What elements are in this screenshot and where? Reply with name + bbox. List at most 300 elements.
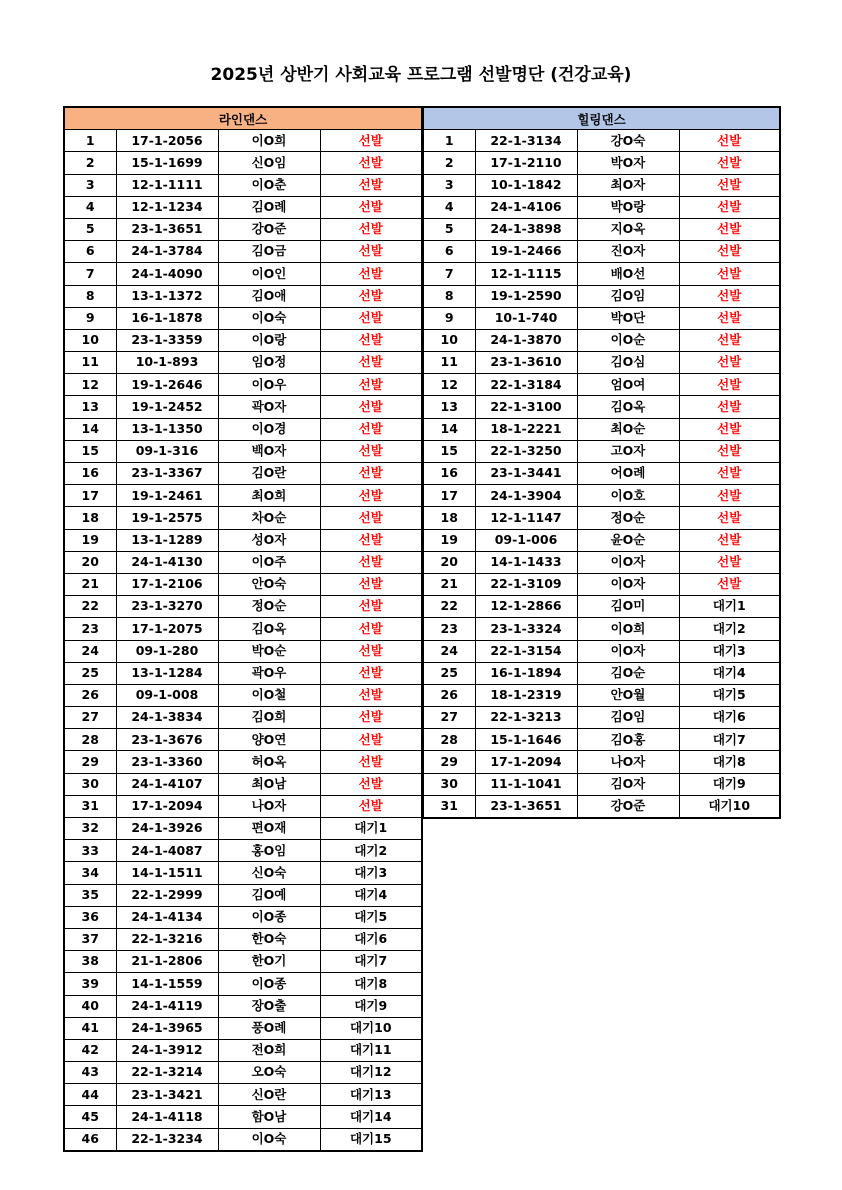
applicant-id: 22-1-3216	[116, 928, 218, 950]
selection-status: 선발	[679, 551, 780, 573]
selection-status: 선발	[679, 130, 780, 152]
selection-status: 대기5	[679, 684, 780, 706]
healing-dance-row	[423, 396, 780, 418]
applicant-id: 16-1-1878	[116, 307, 218, 329]
row-number: 19	[64, 529, 116, 551]
selection-status: 선발	[679, 374, 780, 396]
selection-status: 대기6	[320, 928, 422, 950]
page-title: 2025년 상반기 사회교육 프로그램 선발명단 (건강교육)	[210, 65, 632, 85]
applicant-name: 이O종	[218, 906, 320, 928]
selection-status: 선발	[320, 707, 422, 729]
healing-dance-row	[423, 218, 780, 240]
row-number: 2	[423, 152, 475, 174]
applicant-name: 이O자	[577, 551, 679, 573]
row-number: 11	[64, 352, 116, 374]
row-number: 21	[64, 573, 116, 595]
selection-status: 대기14	[320, 1106, 422, 1128]
applicant-name: 엄O여	[577, 374, 679, 396]
applicant-id: 17-1-2056	[116, 130, 218, 152]
row-number: 10	[423, 329, 475, 351]
applicant-name: 진O자	[577, 241, 679, 263]
row-number: 17	[423, 485, 475, 507]
applicant-name: 이O우	[218, 374, 320, 396]
selection-status: 대기2	[679, 618, 780, 640]
selection-status: 선발	[679, 573, 780, 595]
row-number: 2	[64, 152, 116, 174]
applicant-id: 18-1-2221	[475, 418, 577, 440]
applicant-id: 10-1-740	[475, 307, 577, 329]
applicant-id: 23-1-3360	[116, 751, 218, 773]
row-number: 3	[423, 174, 475, 196]
row-number: 30	[64, 773, 116, 795]
applicant-id: 17-1-2106	[116, 573, 218, 595]
row-number: 31	[423, 795, 475, 818]
applicant-id: 22-1-3213	[475, 707, 577, 729]
healing-dance-row	[423, 440, 780, 462]
selection-status: 대기2	[320, 840, 422, 862]
row-number: 42	[64, 1039, 116, 1061]
applicant-id: 13-1-1289	[116, 529, 218, 551]
applicant-name: 이O호	[577, 485, 679, 507]
row-number: 25	[423, 662, 475, 684]
applicant-name: 양O연	[218, 729, 320, 751]
line-dance-row	[64, 573, 422, 595]
applicant-name: 나O자	[577, 751, 679, 773]
applicant-id: 17-1-2110	[475, 152, 577, 174]
applicant-name: 이O경	[218, 418, 320, 440]
applicant-name: 안O월	[577, 684, 679, 706]
line-dance-row	[64, 218, 422, 240]
applicant-id: 14-1-1559	[116, 973, 218, 995]
applicant-name: 이O희	[577, 618, 679, 640]
selection-status: 선발	[679, 352, 780, 374]
selection-status: 선발	[320, 241, 422, 263]
applicant-id: 24-1-4119	[116, 995, 218, 1017]
row-number: 9	[64, 307, 116, 329]
row-number: 28	[64, 729, 116, 751]
applicant-name: 박O단	[577, 307, 679, 329]
line-dance-row	[64, 263, 422, 285]
applicant-name: 이O숙	[218, 307, 320, 329]
selection-status: 선발	[679, 285, 780, 307]
row-number: 26	[64, 684, 116, 706]
applicant-name: 어O례	[577, 463, 679, 485]
applicant-id: 22-1-3234	[116, 1128, 218, 1151]
line-dance-row	[64, 751, 422, 773]
applicant-name: 김O옥	[577, 396, 679, 418]
line-dance-row	[64, 729, 422, 751]
line-dance-row	[64, 307, 422, 329]
healing-dance-row	[423, 640, 780, 662]
selection-status: 선발	[320, 196, 422, 218]
applicant-id: 21-1-2806	[116, 951, 218, 973]
selection-status: 선발	[320, 418, 422, 440]
row-number: 14	[423, 418, 475, 440]
applicant-id: 13-1-1284	[116, 662, 218, 684]
applicant-name: 성O자	[218, 529, 320, 551]
applicant-id: 09-1-316	[116, 440, 218, 462]
applicant-id: 24-1-4130	[116, 551, 218, 573]
selection-status: 선발	[320, 285, 422, 307]
line-dance-row	[64, 174, 422, 196]
row-number: 29	[423, 751, 475, 773]
applicant-id: 24-1-3926	[116, 818, 218, 840]
row-number: 7	[64, 263, 116, 285]
applicant-id: 13-1-1350	[116, 418, 218, 440]
row-number: 9	[423, 307, 475, 329]
selection-status: 선발	[320, 773, 422, 795]
applicant-id: 12-1-1111	[116, 174, 218, 196]
selection-status: 선발	[320, 596, 422, 618]
healing-dance-row	[423, 418, 780, 440]
healing-dance-row	[423, 618, 780, 640]
healing-dance-row	[423, 263, 780, 285]
row-number: 38	[64, 951, 116, 973]
line-dance-row	[64, 374, 422, 396]
line-dance-row	[64, 285, 422, 307]
line-dance-row	[64, 1017, 422, 1039]
applicant-name: 김O자	[577, 773, 679, 795]
row-number: 13	[64, 396, 116, 418]
row-number: 15	[423, 440, 475, 462]
selection-status: 대기10	[320, 1017, 422, 1039]
applicant-name: 신O임	[218, 152, 320, 174]
line-dance-row	[64, 551, 422, 573]
applicant-name: 김O옥	[218, 618, 320, 640]
selection-status: 대기4	[320, 884, 422, 906]
healing-dance-row	[423, 285, 780, 307]
applicant-id: 23-1-3651	[116, 218, 218, 240]
selection-status: 대기1	[679, 596, 780, 618]
row-number: 8	[423, 285, 475, 307]
row-number: 28	[423, 729, 475, 751]
applicant-id: 17-1-2094	[475, 751, 577, 773]
row-number: 10	[64, 329, 116, 351]
selection-status: 선발	[320, 440, 422, 462]
applicant-id: 22-1-3184	[475, 374, 577, 396]
healing-dance-row	[423, 529, 780, 551]
healing-dance-row	[423, 551, 780, 573]
applicant-name: 한O숙	[218, 928, 320, 950]
selection-status: 선발	[679, 396, 780, 418]
applicant-name: 이O주	[218, 551, 320, 573]
applicant-id: 19-1-2466	[475, 241, 577, 263]
applicant-id: 19-1-2575	[116, 507, 218, 529]
line-dance-row	[64, 152, 422, 174]
selection-status: 대기9	[320, 995, 422, 1017]
applicant-name: 강O준	[218, 218, 320, 240]
selection-status: 선발	[679, 241, 780, 263]
row-number: 43	[64, 1062, 116, 1084]
applicant-name: 허O옥	[218, 751, 320, 773]
applicant-id: 12-1-2866	[475, 596, 577, 618]
applicant-name: 김O미	[577, 596, 679, 618]
applicant-name: 오O숙	[218, 1062, 320, 1084]
row-number: 21	[423, 573, 475, 595]
line-dance-row	[64, 995, 422, 1017]
line-dance-row	[64, 196, 422, 218]
line-dance-row	[64, 596, 422, 618]
healing-dance-row	[423, 795, 780, 818]
applicant-id: 12-1-1147	[475, 507, 577, 529]
applicant-name: 장O출	[218, 995, 320, 1017]
healing-dance-row	[423, 485, 780, 507]
healing-dance-row	[423, 684, 780, 706]
healing-dance-row	[423, 507, 780, 529]
selection-status: 대기9	[679, 773, 780, 795]
applicant-name: 차O순	[218, 507, 320, 529]
applicant-name: 안O숙	[218, 573, 320, 595]
applicant-name: 정O순	[218, 596, 320, 618]
healing-dance-row	[423, 751, 780, 773]
row-number: 18	[64, 507, 116, 529]
line-dance-row	[64, 973, 422, 995]
row-number: 6	[64, 241, 116, 263]
selection-status: 선발	[320, 529, 422, 551]
selection-status: 대기6	[679, 707, 780, 729]
row-number: 5	[64, 218, 116, 240]
applicant-name: 강O준	[577, 795, 679, 818]
row-number: 36	[64, 906, 116, 928]
applicant-id: 09-1-008	[116, 684, 218, 706]
selection-status: 대기7	[320, 951, 422, 973]
line-dance-row	[64, 529, 422, 551]
applicant-id: 11-1-1041	[475, 773, 577, 795]
applicant-name: 박O랑	[577, 196, 679, 218]
applicant-id: 24-1-3912	[116, 1039, 218, 1061]
row-number: 22	[423, 596, 475, 618]
applicant-id: 24-1-4134	[116, 906, 218, 928]
line-dance-row	[64, 840, 422, 862]
applicant-name: 김O애	[218, 285, 320, 307]
applicant-name: 최O남	[218, 773, 320, 795]
applicant-id: 15-1-1699	[116, 152, 218, 174]
selection-status: 선발	[679, 418, 780, 440]
line-dance-row	[64, 818, 422, 840]
selection-status: 대기12	[320, 1062, 422, 1084]
applicant-name: 이O춘	[218, 174, 320, 196]
row-number: 31	[64, 795, 116, 817]
row-number: 8	[64, 285, 116, 307]
selection-status: 대기1	[320, 818, 422, 840]
healing-dance-row	[423, 773, 780, 795]
applicant-name: 이O자	[577, 573, 679, 595]
applicant-name: 임O정	[218, 352, 320, 374]
selection-status: 선발	[679, 440, 780, 462]
applicant-id: 22-1-3154	[475, 640, 577, 662]
applicant-name: 곽O자	[218, 396, 320, 418]
row-number: 16	[64, 463, 116, 485]
applicant-id: 23-1-3610	[475, 352, 577, 374]
line-dance-row	[64, 640, 422, 662]
applicant-name: 전O희	[218, 1039, 320, 1061]
row-number: 33	[64, 840, 116, 862]
applicant-name: 고O자	[577, 440, 679, 462]
applicant-id: 24-1-4090	[116, 263, 218, 285]
row-number: 34	[64, 862, 116, 884]
line-dance-table	[63, 106, 423, 1152]
applicant-id: 10-1-1842	[475, 174, 577, 196]
applicant-id: 22-1-3134	[475, 130, 577, 152]
healing-dance-heading: 힐링댄스	[423, 107, 780, 130]
row-number: 16	[423, 463, 475, 485]
selection-status: 선발	[679, 329, 780, 351]
selection-status: 선발	[320, 263, 422, 285]
line-dance-row	[64, 241, 422, 263]
applicant-name: 이O자	[577, 640, 679, 662]
selection-status: 선발	[679, 218, 780, 240]
selection-status: 선발	[320, 684, 422, 706]
healing-dance-row	[423, 329, 780, 351]
line-dance-body	[64, 130, 422, 1151]
row-number: 45	[64, 1106, 116, 1128]
healing-dance-row	[423, 352, 780, 374]
applicant-name: 김O순	[577, 662, 679, 684]
healing-dance-row	[423, 463, 780, 485]
line-dance-row	[64, 418, 422, 440]
selection-status: 선발	[320, 640, 422, 662]
row-number: 17	[64, 485, 116, 507]
applicant-id: 22-1-2999	[116, 884, 218, 906]
row-number: 30	[423, 773, 475, 795]
row-number: 1	[423, 130, 475, 152]
line-dance-row	[64, 507, 422, 529]
applicant-id: 19-1-2590	[475, 285, 577, 307]
selection-status: 선발	[679, 529, 780, 551]
row-number: 18	[423, 507, 475, 529]
selection-status: 선발	[320, 174, 422, 196]
healing-dance-row	[423, 707, 780, 729]
selection-status: 대기13	[320, 1084, 422, 1106]
selection-status: 선발	[320, 218, 422, 240]
selection-status: 선발	[320, 352, 422, 374]
applicant-id: 09-1-006	[475, 529, 577, 551]
healing-dance-row	[423, 307, 780, 329]
row-number: 32	[64, 818, 116, 840]
applicant-id: 12-1-1234	[116, 196, 218, 218]
applicant-name: 나O자	[218, 795, 320, 817]
applicant-id: 24-1-3870	[475, 329, 577, 351]
selection-status: 선발	[320, 485, 422, 507]
row-number: 20	[423, 551, 475, 573]
line-dance-heading: 라인댄스	[64, 107, 422, 130]
line-dance-row	[64, 1039, 422, 1061]
row-number: 22	[64, 596, 116, 618]
selection-status: 대기7	[679, 729, 780, 751]
applicant-id: 15-1-1646	[475, 729, 577, 751]
healing-dance-row	[423, 374, 780, 396]
applicant-id: 14-1-1511	[116, 862, 218, 884]
healing-dance-row	[423, 729, 780, 751]
row-number: 5	[423, 218, 475, 240]
selection-status: 선발	[320, 729, 422, 751]
selection-status: 대기3	[320, 862, 422, 884]
applicant-name: 윤O순	[577, 529, 679, 551]
selection-status: 선발	[320, 551, 422, 573]
applicant-name: 이O종	[218, 973, 320, 995]
line-dance-row	[64, 440, 422, 462]
row-number: 26	[423, 684, 475, 706]
applicant-name: 강O숙	[577, 130, 679, 152]
row-number: 41	[64, 1017, 116, 1039]
selection-status: 선발	[679, 463, 780, 485]
applicant-id: 23-1-3651	[475, 795, 577, 818]
row-number: 23	[423, 618, 475, 640]
applicant-id: 24-1-3904	[475, 485, 577, 507]
line-dance-row	[64, 928, 422, 950]
row-number: 6	[423, 241, 475, 263]
applicant-name: 김O예	[218, 884, 320, 906]
healing-dance-table	[422, 106, 781, 819]
applicant-id: 19-1-2646	[116, 374, 218, 396]
selection-status: 선발	[320, 463, 422, 485]
row-number: 24	[423, 640, 475, 662]
applicant-name: 김O홍	[577, 729, 679, 751]
row-number: 20	[64, 551, 116, 573]
line-dance-row	[64, 862, 422, 884]
applicant-id: 23-1-3676	[116, 729, 218, 751]
selection-status: 선발	[320, 618, 422, 640]
row-number: 23	[64, 618, 116, 640]
row-number: 1	[64, 130, 116, 152]
applicant-id: 23-1-3324	[475, 618, 577, 640]
line-dance-row	[64, 1128, 422, 1151]
selection-status: 선발	[679, 485, 780, 507]
applicant-id: 12-1-1115	[475, 263, 577, 285]
selection-status: 선발	[320, 751, 422, 773]
line-dance-row	[64, 707, 422, 729]
row-number: 4	[423, 196, 475, 218]
selection-status: 선발	[679, 263, 780, 285]
healing-dance-row	[423, 130, 780, 152]
line-dance-row	[64, 1106, 422, 1128]
applicant-id: 23-1-3441	[475, 463, 577, 485]
selection-status: 대기10	[679, 795, 780, 818]
line-dance-row	[64, 1062, 422, 1084]
applicant-id: 24-1-4107	[116, 773, 218, 795]
line-dance-row	[64, 795, 422, 817]
applicant-name: 김O희	[218, 707, 320, 729]
row-number: 14	[64, 418, 116, 440]
selection-status: 대기3	[679, 640, 780, 662]
line-dance-row	[64, 485, 422, 507]
row-number: 46	[64, 1128, 116, 1151]
line-dance-row	[64, 130, 422, 152]
applicant-id: 24-1-4118	[116, 1106, 218, 1128]
selection-status: 대기4	[679, 662, 780, 684]
healing-dance-row	[423, 174, 780, 196]
applicant-name: 신O란	[218, 1084, 320, 1106]
applicant-id: 23-1-3421	[116, 1084, 218, 1106]
applicant-id: 18-1-2319	[475, 684, 577, 706]
row-number: 35	[64, 884, 116, 906]
applicant-id: 22-1-3109	[475, 573, 577, 595]
applicant-name: 이O숙	[218, 1128, 320, 1151]
applicant-id: 19-1-2452	[116, 396, 218, 418]
applicant-name: 김O심	[577, 352, 679, 374]
line-dance-row	[64, 684, 422, 706]
applicant-name: 김O임	[577, 707, 679, 729]
applicant-name: 최O순	[577, 418, 679, 440]
healing-dance-row	[423, 196, 780, 218]
line-dance-row	[64, 1084, 422, 1106]
line-dance-row	[64, 329, 422, 351]
applicant-id: 10-1-893	[116, 352, 218, 374]
applicant-id: 24-1-3898	[475, 218, 577, 240]
applicant-name: 풍O례	[218, 1017, 320, 1039]
applicant-id: 22-1-3250	[475, 440, 577, 462]
applicant-id: 24-1-3965	[116, 1017, 218, 1039]
